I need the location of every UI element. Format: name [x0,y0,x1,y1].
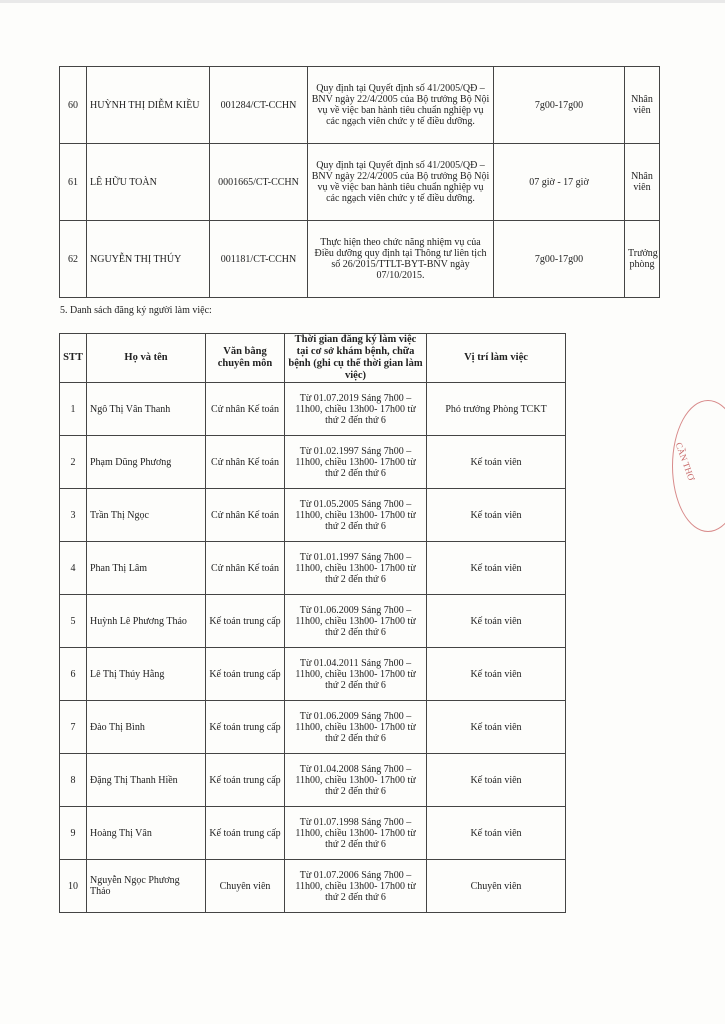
degree-cell: Kế toán trung cấp [206,595,285,648]
name-cell: Lê Thị Thúy Hằng [87,648,206,701]
time-cell: Từ 01.02.1997 Sáng 7h00 – 11h00, chiều 13h00- 17h00 từ thứ 2 đến thứ 6 [285,436,427,489]
position-cell: Chuyên viên [427,860,566,913]
table-row [60,595,566,648]
name-cell: Hoàng Thị Vân [87,807,206,860]
cert-cell: 001181/CT-CCHN [210,221,308,298]
header-position: Vị trí làm việc [427,334,566,383]
time-cell: 7g00-17g00 [494,67,625,144]
position-cell: Phó trưởng Phòng TCKT [427,383,566,436]
position-cell: Kế toán viên [427,595,566,648]
time-cell: Từ 01.01.1997 Sáng 7h00 – 11h00, chiều 13h00- 17h00 từ thứ 2 đến thứ 6 [285,542,427,595]
stt-cell: 6 [60,648,87,701]
stt-cell: 9 [60,807,87,860]
time-cell: Từ 01.06.2009 Sáng 7h00 – 11h00, chiều 13h00- 17h00 từ thứ 2 đến thứ 6 [285,595,427,648]
position-cell: Kế toán viên [427,542,566,595]
header-degree: Văn bằng chuyên môn [206,334,285,383]
stt-cell: 2 [60,436,87,489]
name-cell: Phạm Dũng Phương [87,436,206,489]
section-5-heading: 5. Danh sách đăng ký người làm việc: [60,305,212,316]
scope-cell: Thực hiện theo chức năng nhiệm vụ của Điều dưỡng quy định tại Thông tư liên tịch số 26/2015/TTLT-BYT-BNV ngày 07/10/2015. [308,221,494,298]
stt-cell: 5 [60,595,87,648]
position-cell: Nhân viên [625,67,660,144]
name-cell: Đào Thị Bình [87,701,206,754]
degree-cell: Chuyên viên [206,860,285,913]
degree-cell: Kế toán trung cấp [206,807,285,860]
stt-cell: 8 [60,754,87,807]
stt-cell: 60 [60,67,87,144]
position-cell: Nhân viên [625,144,660,221]
scope-cell: Quy định tại Quyết định số 41/2005/QĐ – BNV ngày 22/4/2005 của Bộ trưởng Bộ Nội vụ về việc ban hành tiêu chuẩn nghiệp vụ các ngạch viên chức y tế điều dưỡng. [308,67,494,144]
table-row [60,542,566,595]
header-time: Thời gian đăng ký làm việc tại cơ sở khám bệnh, chữa bệnh (ghi cụ thể thời gian làm việc) [285,334,427,383]
position-cell: Kế toán viên [427,754,566,807]
official-stamp [672,400,725,532]
header-stt: STT [60,334,87,383]
stt-cell: 10 [60,860,87,913]
name-cell: Phan Thị Lâm [87,542,206,595]
name-cell: Nguyễn Ngọc Phương Thảo [87,860,206,913]
position-cell: Kế toán viên [427,807,566,860]
name-cell: Đặng Thị Thanh Hiền [87,754,206,807]
name-cell: Trần Thị Ngọc [87,489,206,542]
degree-cell: Kế toán trung cấp [206,754,285,807]
degree-cell: Cử nhân Kế toán [206,383,285,436]
table-row [60,144,660,221]
degree-cell: Cử nhân Kế toán [206,489,285,542]
degree-cell: Cử nhân Kế toán [206,436,285,489]
cert-cell: 0001665/CT-CCHN [210,144,308,221]
position-cell: Trưởng phòng [625,221,660,298]
table-row [60,648,566,701]
time-cell: Từ 01.07.2019 Sáng 7h00 – 11h00, chiều 13h00- 17h00 từ thứ 2 đến thứ 6 [285,383,427,436]
time-cell: Từ 01.07.1998 Sáng 7h00 – 11h00, chiều 13h00- 17h00 từ thứ 2 đến thứ 6 [285,807,427,860]
table-row [60,383,566,436]
page-top-edge [0,0,725,3]
table-row [60,221,660,298]
table-row [60,860,566,913]
stt-cell: 1 [60,383,87,436]
header-name: Họ và tên [87,334,206,383]
stt-cell: 7 [60,701,87,754]
degree-cell: Kế toán trung cấp [206,648,285,701]
name-cell: NGUYỄN THỊ THÚY [87,221,210,298]
time-cell: 7g00-17g00 [494,221,625,298]
staff-table-continuation [59,66,660,298]
table-row [60,701,566,754]
table-row [60,436,566,489]
name-cell: Huỳnh Lê Phương Thảo [87,595,206,648]
time-cell: 07 giờ - 17 giờ [494,144,625,221]
position-cell: Kế toán viên [427,648,566,701]
time-cell: Từ 01.04.2011 Sáng 7h00 – 11h00, chiều 13h00- 17h00 từ thứ 2 đến thứ 6 [285,648,427,701]
cert-cell: 001284/CT-CCHN [210,67,308,144]
table-row [60,807,566,860]
time-cell: Từ 01.05.2005 Sáng 7h00 – 11h00, chiều 13h00- 17h00 từ thứ 2 đến thứ 6 [285,489,427,542]
stt-cell: 4 [60,542,87,595]
name-cell: HUỲNH THỊ DIỄM KIỀU [87,67,210,144]
position-cell: Kế toán viên [427,701,566,754]
stamp-text: CẦN THƠ [673,441,697,482]
name-cell: LÊ HỮU TOÀN [87,144,210,221]
degree-cell: Cử nhân Kế toán [206,542,285,595]
stt-cell: 61 [60,144,87,221]
time-cell: Từ 01.06.2009 Sáng 7h00 – 11h00, chiều 13h00- 17h00 từ thứ 2 đến thứ 6 [285,701,427,754]
table-header-row [60,334,566,383]
worker-registration-table [59,333,566,913]
table-row [60,754,566,807]
time-cell: Từ 01.07.2006 Sáng 7h00 – 11h00, chiều 13h00- 17h00 từ thứ 2 đến thứ 6 [285,860,427,913]
position-cell: Kế toán viên [427,436,566,489]
name-cell: Ngô Thị Vân Thanh [87,383,206,436]
table-row [60,489,566,542]
position-cell: Kế toán viên [427,489,566,542]
time-cell: Từ 01.04.2008 Sáng 7h00 – 11h00, chiều 13h00- 17h00 từ thứ 2 đến thứ 6 [285,754,427,807]
degree-cell: Kế toán trung cấp [206,701,285,754]
stt-cell: 62 [60,221,87,298]
stt-cell: 3 [60,489,87,542]
table-row [60,67,660,144]
scope-cell: Quy định tại Quyết định số 41/2005/QĐ – BNV ngày 22/4/2005 của Bộ trưởng Bộ Nội vụ về việc ban hành tiêu chuẩn nghiệp vụ các ngạch viên chức y tế điều dưỡng. [308,144,494,221]
